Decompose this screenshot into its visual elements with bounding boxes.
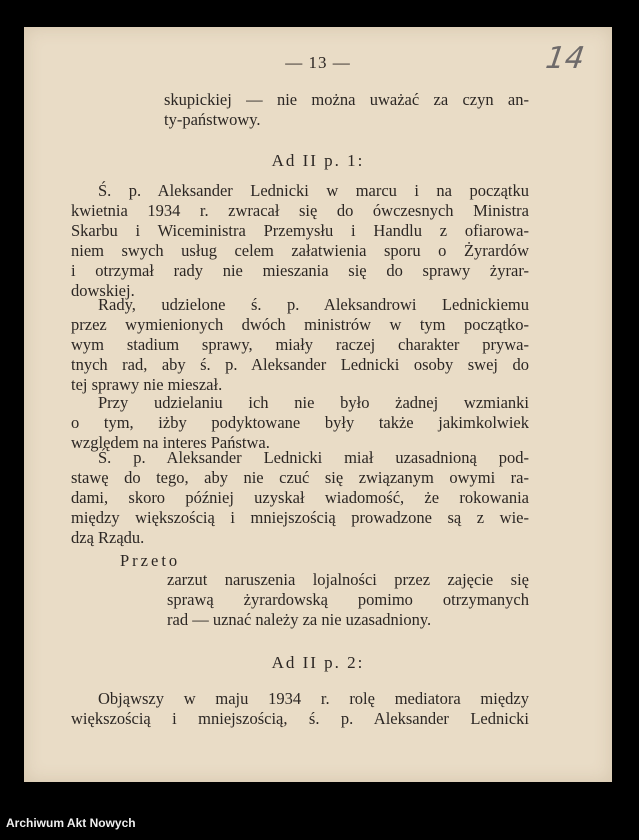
paragraph-5 <box>71 689 529 729</box>
text-line: Skarbu i Wiceministra Przemysłu i Handlu z ofiarowa- <box>71 221 529 240</box>
opening-fragment <box>164 90 529 130</box>
section-heading-2: Ad II p. 2: <box>271 653 365 672</box>
przeto-label: Przeto <box>120 551 181 570</box>
text-line: dowskiej. <box>71 281 135 300</box>
text-line: Objąwszy w maju 1934 r. rolę mediatora między <box>98 689 529 708</box>
text-line: Przy udzielaniu ich nie było żadnej wzmianki <box>98 393 529 412</box>
text-line: Ś. p. Aleksander Lednicki miał uzasadnioną pod- <box>98 448 529 467</box>
text-line: i otrzymał rady nie mieszania się do sprawy żyrar- <box>71 261 529 280</box>
text-line: kwietnia 1934 r. zwracał się do ówczesnych Ministra <box>71 201 529 220</box>
text-line: Rady, udzielone ś. p. Aleksandrowi Lednickiemu <box>98 295 529 314</box>
text-line: o tym, iżby podyktowane były także jakimkolwiek <box>71 413 529 432</box>
text-line: tnych rad, aby ś. p. Aleksander Lednicki osoby swej do <box>71 355 529 374</box>
text-line: wym stadium sprawy, miały raczej charakter prywa- <box>71 335 529 354</box>
paragraph-4 <box>71 448 529 548</box>
page-number: — 13 — <box>285 53 351 72</box>
text-line: względem na interes Państwa. <box>71 433 270 452</box>
text-line: między większością i mniejszością prowadzone są z wie- <box>71 508 529 527</box>
section-heading-1: Ad II p. 1: <box>271 151 365 170</box>
text-line: tej sprawy nie mieszał. <box>71 375 223 394</box>
text-line: dami, skoro później uzyskał wiadomość, że rokowania <box>71 488 529 507</box>
text-line: skupickiej — nie można uważać za czyn an- <box>164 90 529 109</box>
text-line: większością i mniejszością, ś. p. Aleksander Lednicki <box>71 709 529 728</box>
document-page <box>24 27 612 782</box>
text-line: sprawą żyrardowską pomimo otrzymanych <box>167 590 529 609</box>
text-line: ty-państwowy. <box>164 110 261 129</box>
text-line: niem swych usług celem załatwienia sporu o Żyrardów <box>71 241 529 260</box>
text-line: dzą Rządu. <box>71 528 145 547</box>
text-line: rad — uznać należy za nie uzasadniony. <box>167 610 432 629</box>
text-line: przez wymienionych dwóch ministrów w tym początko- <box>71 315 529 334</box>
conclusion <box>167 570 529 630</box>
paragraph-3 <box>71 393 529 453</box>
text-line: zarzut naruszenia lojalności przez zajęcie się <box>167 570 529 589</box>
text-line: Ś. p. Aleksander Lednicki w marcu i na początku <box>98 181 529 200</box>
archive-watermark: Archiwum Akt Nowych <box>6 816 136 830</box>
text-line: stawę do tego, aby nie czuć się związanym owymi ra- <box>71 468 529 487</box>
paragraph-1 <box>71 181 529 301</box>
handwritten-folio-number: 14 <box>543 41 587 76</box>
paragraph-2 <box>71 295 529 395</box>
